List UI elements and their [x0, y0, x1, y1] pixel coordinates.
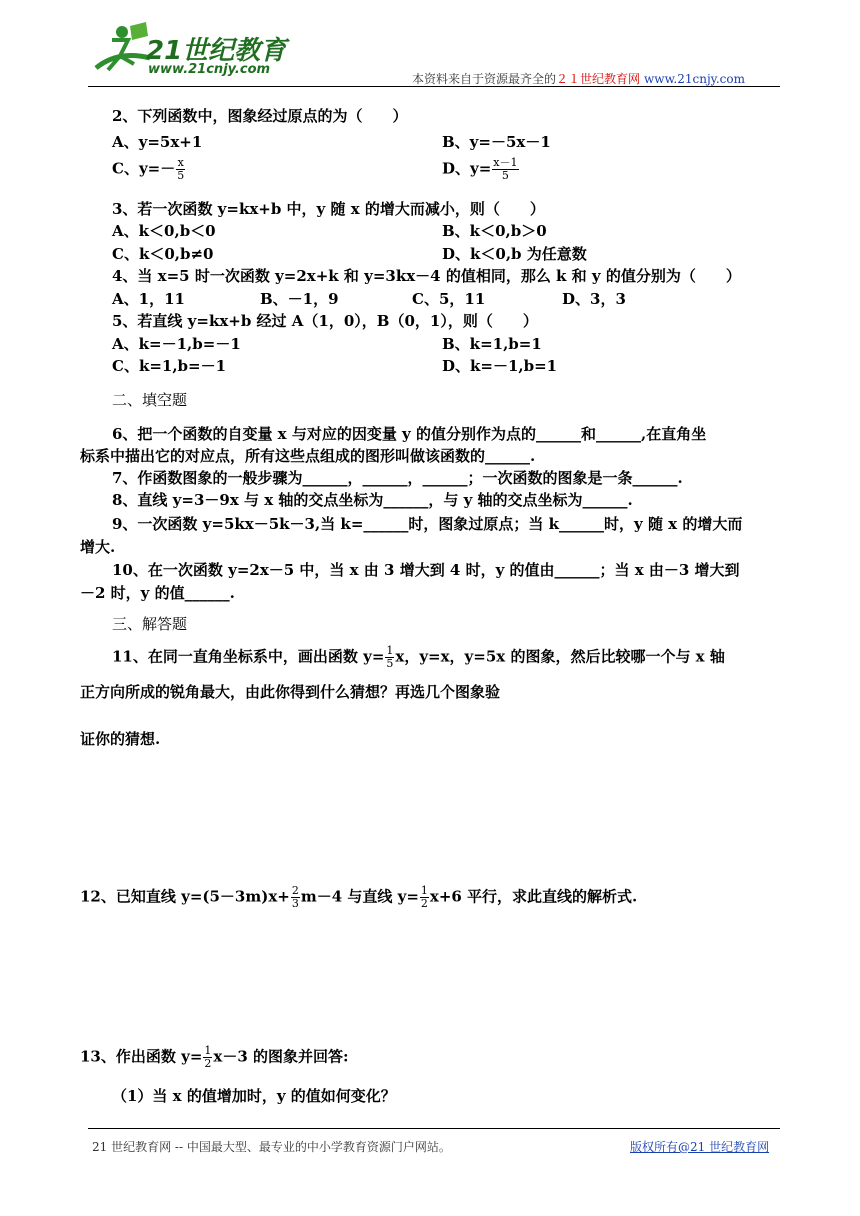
q2-option-d: D、y= $\frac{x-1}{5}$: [442, 156, 518, 182]
footer-copyright-link[interactable]: 版权所有@21 世纪教育网: [630, 1140, 770, 1154]
q3-option-a: A、k＜0,b＜0: [112, 222, 216, 240]
question-8: 8、直线 y=3－9x 与 x 轴的交点坐标为______，与 y 轴的交点坐标为______.: [112, 491, 633, 509]
header-divider: [88, 86, 780, 87]
question-13: 13、作出函数 y= $\frac{1}{2}$ x－3 的图象并回答:: [80, 1044, 349, 1070]
question-10-line-2: －2 时，y 的值______.: [80, 584, 235, 602]
question-10-line-1: 10、在一次函数 y=2x－5 中，当 x 由 3 增大到 4 时，y 的值由______；当 x 由－3 增大到: [112, 561, 740, 579]
fraction: $\frac{1}{2}$: [420, 884, 428, 910]
fraction: $\frac{x-1}{5}$: [493, 156, 518, 182]
logo-main-text: 21世纪教育: [146, 36, 287, 66]
q2-option-a: A、y=5x+1: [112, 133, 203, 151]
question-6-line-1: 6、把一个函数的自变量 x 与对应的因变量 y 的值分别作为点的______和______,在直角坐: [112, 425, 707, 443]
header-source-note: 本资料来自于资源最齐全的２１世纪教育网 www.21cnjy.com: [412, 72, 745, 86]
q5-option-c: C、k=1,b=－1: [112, 357, 227, 375]
q2-option-b: B、y=－5x－1: [442, 133, 551, 151]
q3-option-d: D、k＜0,b 为任意数: [442, 245, 587, 263]
question-11-line-1: 11、在同一直角坐标系中，画出函数 y= $\frac{1}{5}$ x，y=x，y=5x 的图象，然后比较哪一个与 x 轴: [112, 644, 725, 670]
question-4: 4、当 x=5 时一次函数 y=2x+k 和 y=3kx－4 的值相同，那么 k 和 y 的值分别为（ ）: [112, 267, 741, 285]
q3-option-c: C、k＜0,b≠0: [112, 245, 214, 263]
question-13-part-1: （1）当 x 的值增加时，y 的值如何变化？: [112, 1087, 396, 1105]
question-9-line-1: 9、一次函数 y=5kx－5k－3,当 k=______时，图象过原点；当 k______时，y 随 x 的增大而: [112, 515, 743, 533]
section-fill-in-title: 二、填空题: [112, 391, 188, 409]
q2-option-c: C、y=－ $\frac{x}{5}$: [112, 156, 185, 182]
question-3: 3、若一次函数 y=kx+b 中，y 随 x 的增大而减小，则（ ）: [112, 200, 545, 218]
logo-url-text: www.21cnjy.com: [148, 62, 271, 77]
q3-option-b: B、k＜0,b＞0: [442, 222, 547, 240]
question-2: 2、下列函数中，图象经过原点的为（ ）: [112, 107, 408, 125]
question-5: 5、若直线 y=kx+b 经过 A（1，0），B（0，1），则（ ）: [112, 312, 538, 330]
q5-option-d: D、k=－1,b=1: [442, 357, 558, 375]
footer-divider: [88, 1128, 780, 1129]
q5-option-a: A、k=－1,b=－1: [112, 335, 241, 353]
question-12: 12、已知直线 y=(5－3m)x+ $\frac{2}{3}$ m－4 与直线 y= $\frac{1}{2}$ x+6 平行，求此直线的解析式.: [80, 884, 638, 910]
q4-option-c: C、5，11: [412, 290, 486, 308]
question-11-line-2: 正方向所成的锐角最大，由此你得到什么猜想？再选几个图象验: [80, 683, 501, 701]
q5-option-b: B、k=1,b=1: [442, 335, 542, 353]
q4-option-b: B、－1，9: [260, 290, 339, 308]
question-9-line-2: 增大.: [80, 538, 116, 556]
section-answer-title: 三、解答题: [112, 615, 188, 633]
question-7: 7、作函数图象的一般步骤为______，______，______；一次函数的图象是一条______.: [112, 469, 683, 487]
fraction: $\frac{1}{5}$: [386, 644, 394, 670]
question-11-line-3: 证你的猜想.: [80, 730, 161, 748]
fraction: $\frac{1}{2}$: [204, 1044, 212, 1070]
fraction: $\frac{2}{3}$: [291, 884, 299, 910]
site-logo: [88, 20, 288, 82]
question-6-line-2: 标系中描出它的对应点，所有这些点组成的图形叫做该函数的______.: [80, 447, 536, 465]
q4-option-d: D、3，3: [562, 290, 626, 308]
footer-site-description: 21 世纪教育网 -- 中国最大型、最专业的中小学教育资源门户网站。: [92, 1140, 451, 1154]
fraction: $\frac{x}{5}$: [177, 156, 185, 182]
q4-option-a: A、1，11: [112, 290, 185, 308]
